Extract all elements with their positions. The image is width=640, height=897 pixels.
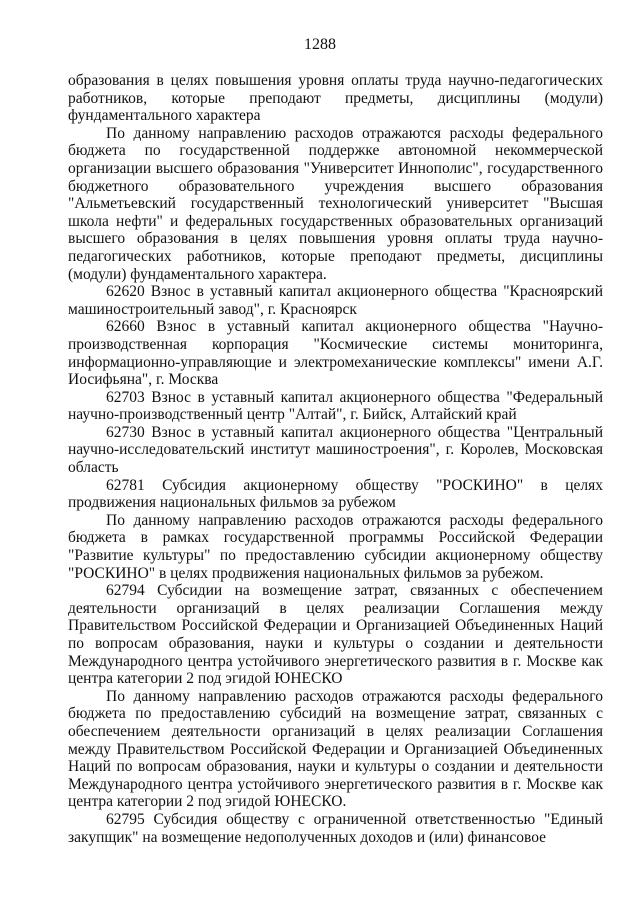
paragraph-62794: 62794 Субсидии на возмещение затрат, связанных с обеспечением деятельности организаций в целях реализации Соглашения между Правительством Российской Федерации и Организацией Объединенных Наций по вопросам образования, науки и культуры о создании и деятельности Международного центра устойчивого энергетического развития в г. Москве как центра категории 2 под эгидой ЮНЕСКО	[68, 582, 603, 688]
paragraph-62660: 62660 Взнос в уставный капитал акционерного общества "Научно-производственная корпорация "Космические системы мониторинга, информационно-управляющие и электромеханические комплексы" имени А.Г. Иосифьяна", г. Москва	[68, 318, 603, 389]
paragraph-continuation: образования в целях повышения уровня оплаты труда научно-педагогических работников, которые преподают предметы, дисциплины (модули) фундаментального характера	[68, 72, 603, 125]
paragraph-62620: 62620 Взнос в уставный капитал акционерного общества "Красноярский машиностроительный завод", г. Красноярск	[68, 283, 603, 318]
paragraph-62730: 62730 Взнос в уставный капитал акционерного общества "Центральный научно-исследовательский институт машиностроения", г. Королев, Московская область	[68, 423, 603, 477]
paragraph-62795: 62795 Субсидия обществу с ограниченной ответственностью "Единый закупщик" на возмещение недополученных доходов и (или) финансовое	[68, 810, 603, 846]
paragraph-62781: 62781 Субсидия акционерному обществу "РОСКИНО" в целях продвижения национальных фильмов за рубежом	[68, 476, 603, 512]
paragraph-62703: 62703 Взнос в уставный капитал акционерного общества "Федеральный научно-производственный центр "Алтай", г. Бийск, Алтайский край	[68, 388, 603, 424]
page-number: 1288	[304, 36, 336, 53]
document-body	[68, 72, 603, 846]
paragraph-innopolis-expenses: По данному направлению расходов отражаются расходы федерального бюджета по государственной поддержке автономной некоммерческой организации высшего образования "Университет Иннополис", государственного бюджетного образовательного учреждения высшего образования "Альметьевский государственный технологический университет "Высшая школа нефти" и федеральных государственных образовательных организаций высшего образования в целях повышения уровня оплаты труда научно-педагогических работников, которые преподают предметы, дисциплины (модули) фундаментального характера.	[68, 124, 603, 283]
paragraph-unesco-expenses: По данному направлению расходов отражаются расходы федерального бюджета по предоставлению субсидий на возмещение затрат, связанных с обеспечением деятельности организаций в целях реализации Соглашения между Правительством Российской Федерации и Организацией Объединенных Наций по вопросам образования, науки и культуры о создании и деятельности Международного центра устойчивого энергетического развития в г. Москве как центра категории 2 под эгидой ЮНЕСКО.	[68, 687, 603, 811]
paragraph-roskino-expenses: По данному направлению расходов отражаются расходы федерального бюджета в рамках государственной программы Российской Федерации "Развитие культуры" по предоставлению субсидии акционерному обществу "РОСКИНО" в целях продвижения национальных фильмов за рубежом.	[68, 511, 603, 582]
